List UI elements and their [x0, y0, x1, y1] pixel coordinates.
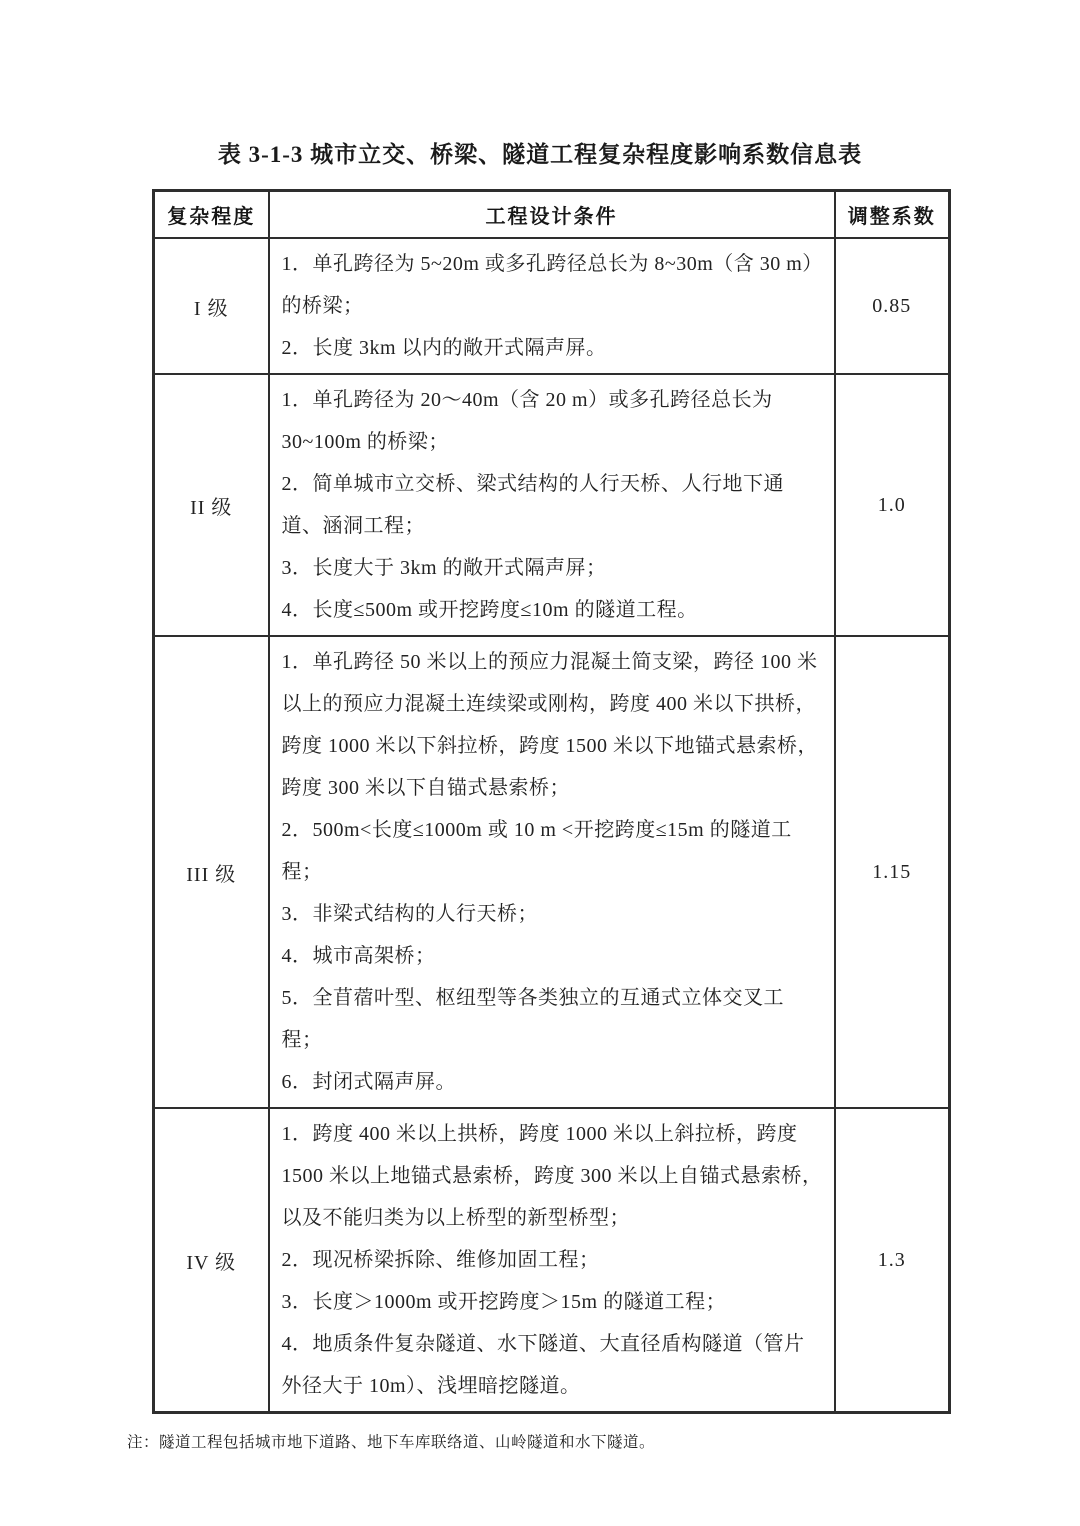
condition-item: 2．500m<长度≤1000m 或 10 m <开挖跨度≤15m 的隧道工程；	[281, 819, 792, 883]
condition-item: 3．长度大于 3km 的敞开式隔声屏；	[281, 557, 607, 579]
table-footnote: 注：隧道工程包括城市地下道路、地下车库联络道、山岭隧道和水下隧道。	[127, 1434, 656, 1451]
condition-item: 2．长度 3km 以内的敞开式隔声屏。	[281, 337, 607, 359]
table-row-grade-3	[154, 636, 950, 1108]
grade-1-level: I 级	[154, 238, 269, 374]
grade-2-conditions	[269, 374, 835, 636]
grade-3-conditions	[269, 636, 835, 1108]
condition-item: 4．地质条件复杂隧道、水下隧道、大直径盾构隧道（管片外径大于 10m）、浅埋暗挖隧道。	[281, 1333, 805, 1397]
table-title: 表 3-1-3 城市立交、桥梁、隧道工程复杂程度影响系数信息表	[217, 142, 863, 167]
grade-4-level: IV 级	[154, 1108, 269, 1413]
grade-4-conditions	[269, 1108, 835, 1413]
condition-item: 5．全苜蓿叶型、枢纽型等各类独立的互通式立体交叉工程；	[281, 987, 784, 1051]
condition-item: 4．长度≤500m 或开挖跨度≤10m 的隧道工程。	[281, 599, 698, 621]
table-row-grade-4	[154, 1108, 950, 1413]
grade-3-coefficient: 1.15	[835, 636, 950, 1108]
complexity-coefficient-table	[152, 189, 951, 1414]
grade-2-coefficient: 1.0	[835, 374, 950, 636]
grade-1-conditions	[269, 238, 835, 374]
condition-item: 3．长度＞1000m 或开挖跨度＞15m 的隧道工程；	[281, 1291, 727, 1313]
condition-item: 2．简单城市立交桥、梁式结构的人行天桥、人行地下通道、涵洞工程；	[281, 473, 784, 537]
condition-item: 4．城市高架桥；	[281, 945, 436, 967]
header-design-conditions: 工程设计条件	[269, 191, 835, 239]
header-adjustment-coefficient: 调整系数	[835, 191, 950, 239]
condition-item: 1．单孔跨径 50 米以上的预应力混凝土简支梁，跨径 100 米以上的预应力混凝土连续梁或刚构，跨度 400 米以下拱桥，跨度 1000 米以下斜拉桥，跨度 1500 米以下地锚式悬索桥，跨度 300 米以下自锚式悬索桥；	[281, 651, 818, 799]
condition-item: 1．单孔跨径为 20～40m（含 20 m）或多孔跨径总长为 30~100m 的桥梁；	[281, 389, 773, 453]
table-row-grade-2	[154, 374, 950, 636]
header-complexity-degree: 复杂程度	[154, 191, 269, 239]
condition-item: 2．现况桥梁拆除、维修加固工程；	[281, 1249, 600, 1271]
condition-item: 6．封闭式隔声屏。	[281, 1071, 456, 1093]
table-row-grade-1	[154, 238, 950, 374]
condition-item: 1．单孔跨径为 5~20m 或多孔跨径总长为 8~30m（含 30 m）的桥梁；	[281, 253, 823, 317]
condition-item: 3．非梁式结构的人行天桥；	[281, 903, 538, 925]
grade-4-coefficient: 1.3	[835, 1108, 950, 1413]
grade-2-level: II 级	[154, 374, 269, 636]
condition-item: 1．跨度 400 米以上拱桥，跨度 1000 米以上斜拉桥，跨度 1500 米以上地锚式悬索桥，跨度 300 米以上自锚式悬索桥，以及不能归类为以上桥型的新型桥型；	[281, 1123, 823, 1229]
grade-1-coefficient: 0.85	[835, 238, 950, 374]
table-header-row	[154, 191, 950, 239]
grade-3-level: III 级	[154, 636, 269, 1108]
